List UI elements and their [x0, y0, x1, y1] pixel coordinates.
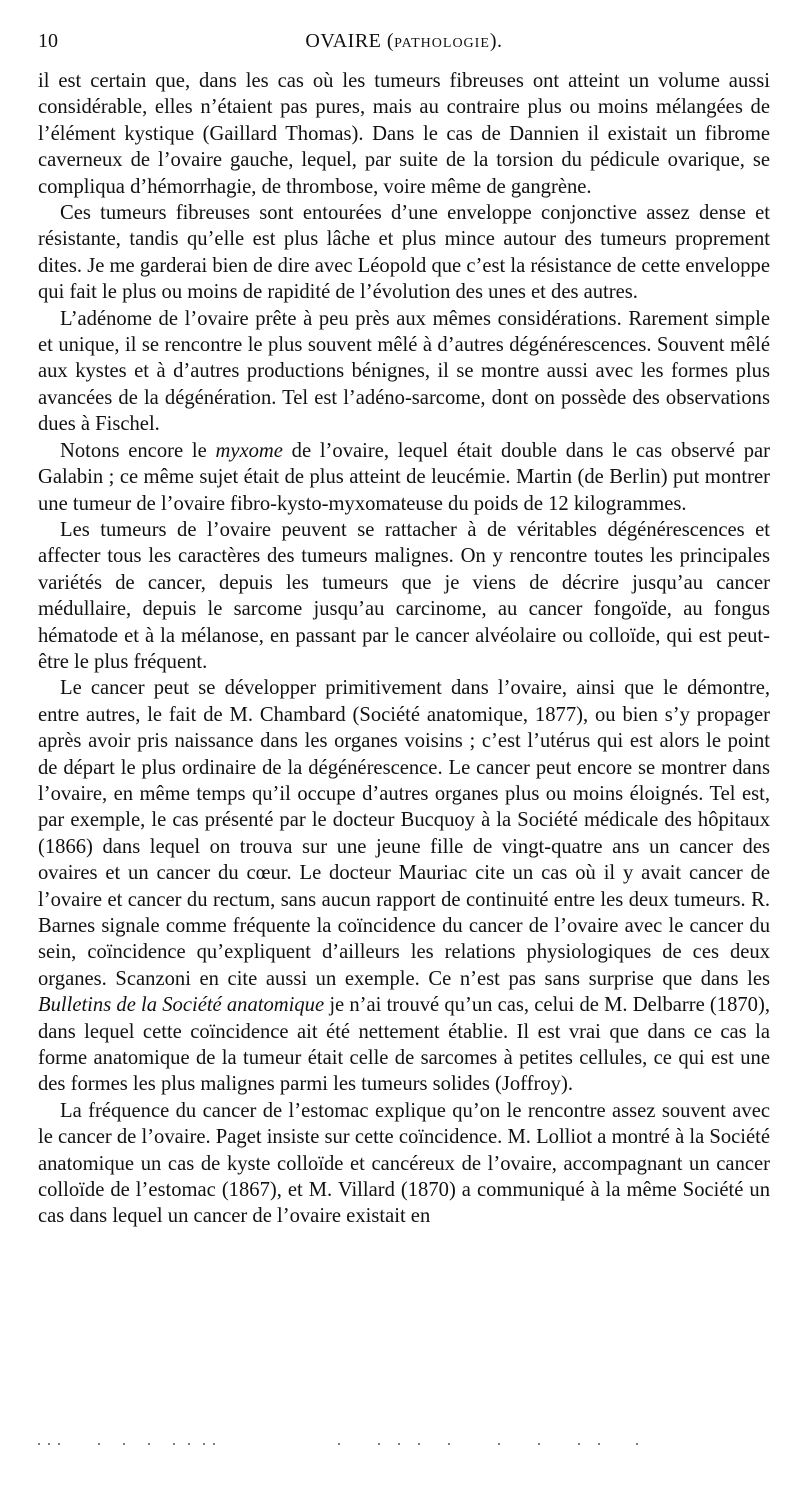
- scan-dot: [378, 1443, 380, 1445]
- paragraph-4: [38, 438, 770, 517]
- scan-dot: [38, 1443, 40, 1445]
- text-segment: Le cancer peut se développer primitivement dans l’ovaire, ainsi que le démontre, entre autres, le fait de M. Chambard (Société anatomique, 1877), ou bien s’y propager après avoir pris naissance dans les organes voisins ; c’est l’utérus qui est alors le point de départ le plus ordinaire de la dégénérescence. Le cancer peut encore se montrer dans l’ovaire, en même temps qu’il occupe d’autres organes plus ou moins éloignés. Tel est, par exemple, le cas présenté par le docteur Bucquoy à la Société médicale des hôpitaux (1866) dans lequel on trouva sur une jeune fille de vingt-quatre ans un cancer des ovaires et un cancer du cœur. Le docteur Mauriac cite un cas où il y avait cancer de l’ovaire et cancer du rectum, sans aucun rapport de continuité entre les deux tumeurs. R. Barnes signale comme fréquente la coïncidence du cancer de l’ovaire avec le cancer du sein, coïncidence qu’expliquent d’ailleurs les relations physiologiques de ces deux organes. Scanzoni en cite aussi un exemple. Ce n’est pas sans surprise que dans les: [38, 677, 770, 990]
- text-segment: L’adénome de l’ovaire prête à peu près aux mêmes considérations. Rarement simple et unique, il se rencontre le plus souvent mêlé à d’autres dégénérescences. Souvent mêlé aux kystes et à d’autres productions bénignes, il se montre aussi avec les formes plus avancées de la dégénération. Tel est l’adéno-sarcome, dont on possède des observations dues à Fischel.: [38, 307, 770, 436]
- scan-dot: [538, 1443, 540, 1445]
- running-title-open: (: [386, 30, 395, 52]
- page-number: 10: [38, 30, 58, 52]
- scan-dot: [213, 1443, 215, 1445]
- running-title-main: OVAIRE: [305, 30, 382, 52]
- page-header: [38, 30, 770, 60]
- scan-dot: [598, 1443, 600, 1445]
- scan-dot: [498, 1443, 500, 1445]
- scan-dot: [148, 1443, 150, 1445]
- scan-dot: [58, 1443, 60, 1445]
- paragraph-5: [38, 517, 770, 675]
- document-page: [38, 30, 770, 1230]
- paragraph-3: [38, 306, 770, 438]
- text-segment: de l’ovaire, lequel était double dans le cas observé par Galabin ; ce même sujet était de plus atteint de leucémie. Martin (de Berlin) put montrer une tumeur de l’ovaire fibro-kysto-myxomateuse du poids de 12 kilogrammes.: [38, 439, 770, 515]
- italic-text: Bulletins de la Société anatomique: [38, 994, 325, 1017]
- scan-dot: [398, 1443, 400, 1445]
- scan-dot: [48, 1443, 50, 1445]
- text-segment: La fréquence du cancer de l’estomac explique qu’on le rencontre assez souvent avec le cancer de l’ovaire. Paget insiste sur cette coïncidence. M. Lolliot a montré à la Société anatomique un cas de kyste colloïde et cancéreux de l’ovaire, accompagnant un cancer colloïde de l’estomac (1867), et M. Villard (1870) a communiqué à la même Société un cas dans lequel un cancer de l’ovaire existait en: [38, 1099, 770, 1228]
- scan-dot: [123, 1443, 125, 1445]
- paragraph-7: [38, 1098, 770, 1230]
- paragraph-2: [38, 200, 770, 306]
- scan-dot: [203, 1443, 205, 1445]
- scan-dot: [448, 1443, 450, 1445]
- italic-text: myxome: [215, 439, 283, 462]
- running-title: [38, 30, 770, 53]
- scan-dot: [338, 1443, 340, 1445]
- running-title-subtitle: PATHOLOGIE: [394, 36, 490, 51]
- running-title-close: ).: [489, 30, 503, 52]
- scan-dot: [188, 1443, 190, 1445]
- text-segment: je n’ai trouvé qu’un cas, celui de M. Delbarre (1870), dans lequel cette coïncidence ait été nettement établie. Il est vrai que dans ce cas la forme anatomique de la tumeur était celle de sarcomes à petites cellules, ce qui est une des formes les plus malignes parmi les tumeurs solides (Joffroy).: [38, 994, 770, 1096]
- text-segment: Les tumeurs de l’ovaire peuvent se rattacher à de véritables dégénérescences et affecter tous les caractères des tumeurs malignes. On y rencontre toutes les principales variétés de cancer, depuis les tumeurs que je viens de décrire jusqu’au cancer médullaire, depuis le sarcome jusqu’au carcinome, au cancer fongoïde, au fongus hématode et à la mélanose, en passant par le cancer alvéolaire ou colloïde, qui est peut-être le plus fréquent.: [38, 518, 770, 673]
- body-text: [38, 68, 770, 1230]
- scan-dot: [636, 1443, 638, 1445]
- scan-dot: [173, 1443, 175, 1445]
- text-segment: Notons encore le: [60, 439, 216, 462]
- paragraph-1: [38, 68, 770, 200]
- paragraph-6: [38, 675, 770, 1098]
- scan-artifact-marks: [38, 1440, 638, 1448]
- scan-dot: [418, 1443, 420, 1445]
- scan-dot: [578, 1443, 580, 1445]
- text-segment: il est certain que, dans les cas où les tumeurs fibreuses ont atteint un volume aussi considérable, elles n’étaient pas pures, mais au contraire plus ou moins mélangées de l’élément kystique (Gaillard Thomas). Dans le cas de Dannien il existait un fibrome caverneux de l’ovaire gauche, lequel, par suite de la torsion du pédicule ovarique, se compliqua d’hémorrhagie, de thrombose, voire même de gangrène.: [38, 70, 770, 198]
- scan-dot: [98, 1443, 100, 1445]
- text-segment: Ces tumeurs fibreuses sont entourées d’une enveloppe conjonctive assez dense et résistante, tandis qu’elle est plus lâche et plus mince autour des tumeurs proprement dites. Je me garderai bien de dire avec Léopold que c’est la résistance de cette enveloppe qui fait le plus ou moins de rapidité de l’évolution des unes et des autres.: [38, 202, 770, 304]
